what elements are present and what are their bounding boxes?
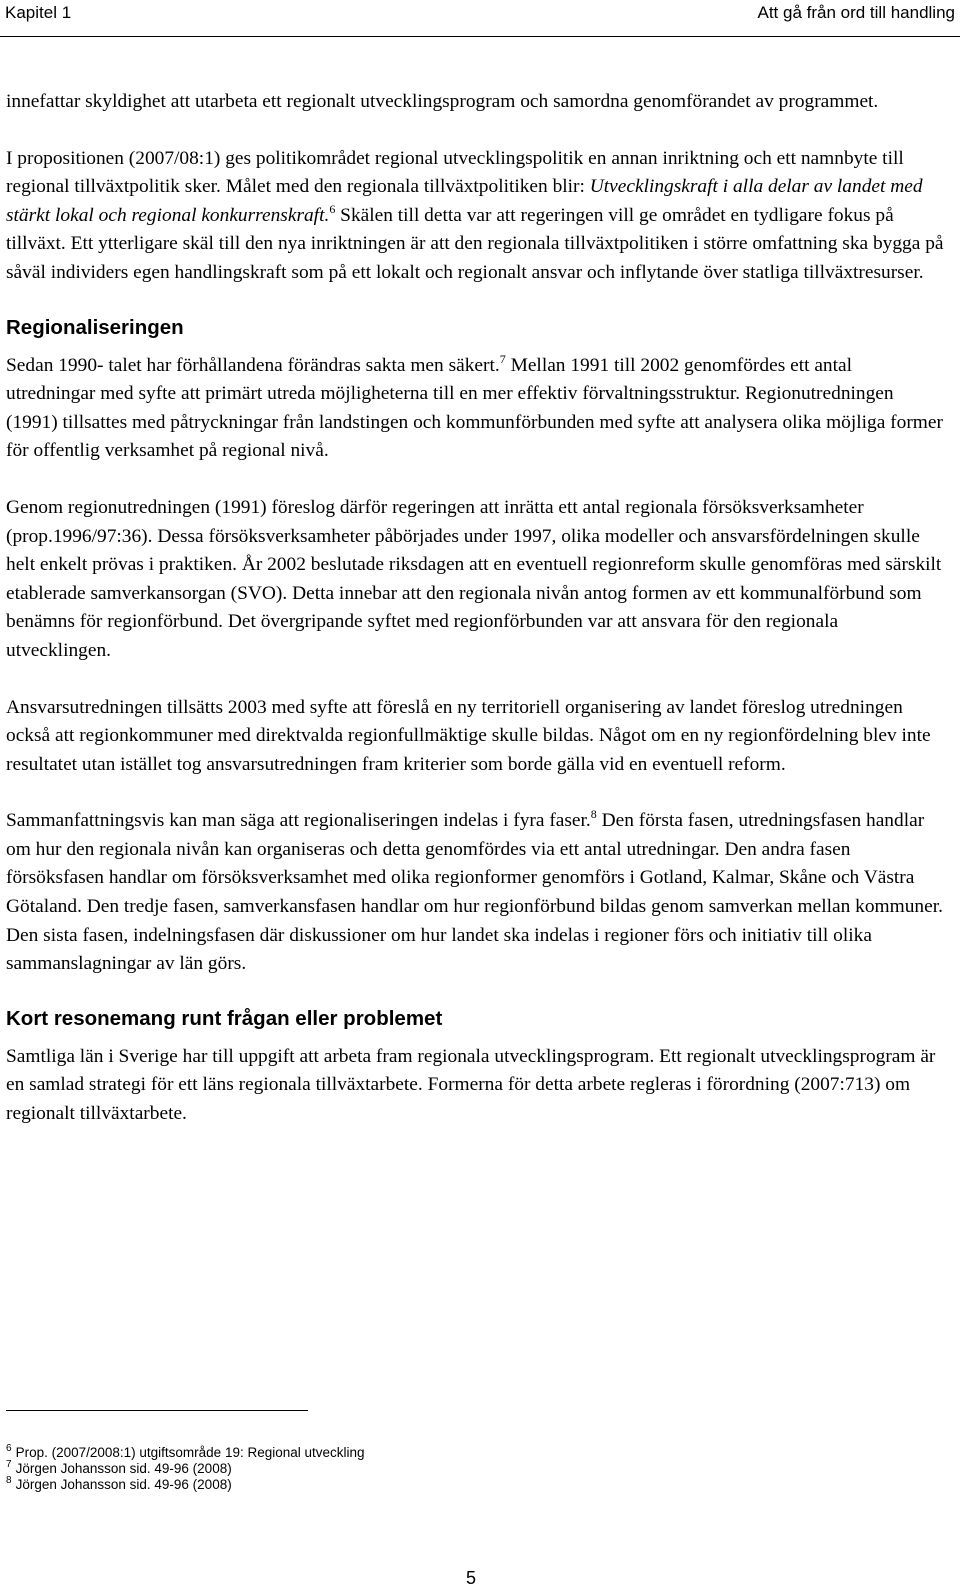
footnotes xyxy=(6,1445,906,1493)
paragraph-4: Genom regionutredningen (1991) föreslog därför regeringen att inrätta ett antal regionala försöksverksamheter (prop.1996/97:36). Dessa försöksverksamheter påbörjades under 1997, olika modeller och ansvarsfördelningen skulle helt enkelt prövas i praktiken. År 2002 beslutade riksdagen att en eventuell regionreform skulle genomföras med särskilt etablerade samverkansorgan (SVO). Detta innebar att den regionala nivån antog formen av ett kommunalförbund som benämns för regionförbund. Det övergripande syftet med regionförbunden var att ansvara för den regionala utvecklingen. xyxy=(6,496,942,661)
footnote-7 xyxy=(6,1461,906,1477)
footnote-text: Jörgen Johansson sid. 49-96 (2008) xyxy=(15,1461,232,1476)
paragraph-6-a: Sammanfattningsvis kan man säga att regionaliseringen indelas i fyra faser. xyxy=(6,810,591,832)
running-header xyxy=(0,0,960,37)
paragraph-1: innefattar skyldighet att utarbeta ett regionalt utvecklingsprogram och samordna genomförandet av programmet. xyxy=(6,91,879,112)
heading-regionaliseringen: Regionaliseringen xyxy=(6,315,184,339)
paragraph-3-b: Mellan 1991 till 2002 genomfördes ett antal utredningar med syfte att primärt utreda möjligheterna till en mer effektiv förvaltningsstruktur. Regionutredningen (1991) tillsattes med påtryckningar från landstingen och kommunförbunden med syfte att analysera olika möjliga former för offentlig verksamhet på regional nivå. xyxy=(6,354,943,462)
paragraph-2 xyxy=(6,145,946,288)
paragraph-3-a: Sedan 1990- talet har förhållandena förändras sakta men säkert. xyxy=(6,354,500,376)
paragraph-5: Ansvarsutredningen tillsätts 2003 med syfte att föreslå en ny territoriell organisering av landet föreslog utredningen också att regionkommuner med direktvalda regionfullmäktige skulle bildas. Något om en ny regionfördelning blev inte resultatet utan istället tog ansvarsutredningen fram kriterier som borde gälla vid en eventuell reform. xyxy=(6,696,931,775)
chapter-label: Kapitel 1 xyxy=(5,3,72,22)
paragraph-2-rest: Skälen till detta var att regeringen vill ge området en tydligare fokus på tillväxt. Ett ytterligare skäl till den nya inriktningen är att den regionala tillväxtpolitiken i större omfattning ska bygga på såväl individers egen handlingskraft som på ett lokalt och regionalt ansvar och inflytande över statliga tillväxtresurser. xyxy=(6,204,944,283)
heading-kort-resonemang: Kort resonemang runt frågan eller problemet xyxy=(6,1006,443,1030)
paragraph-7: Samtliga län i Sverige har till uppgift att arbeta fram regionala utvecklingsprogram. Ett regionalt utvecklingsprogram är en samlad strategi för ett läns regionala tillväxtarbete. Formerna för detta arbete regleras i förordning (2007:713) om regionalt tillväxtarbete. xyxy=(6,1045,936,1125)
footnote-8 xyxy=(6,1477,906,1493)
footnote-ref-7: 7 xyxy=(499,351,506,366)
footnote-ref-8: 8 xyxy=(590,807,597,822)
body-text xyxy=(6,88,946,1129)
footnote-6 xyxy=(6,1445,906,1461)
goal-statement: Utvecklingskraft i alla delar av landet med stärkt lokal och regional konkurrenskraft. xyxy=(6,176,923,226)
footnote-number: 6 xyxy=(6,1443,12,1454)
footnote-number: 8 xyxy=(6,1475,12,1486)
paragraph-3 xyxy=(6,352,946,466)
paragraph-2-intro: I propositionen (2007/08:1) ges politikområdet regional utvecklingspolitik en annan inriktning och ett namnbyte till regional tillväxtpolitik sker. Målet med den regionala tillväxtpolitiken blir: xyxy=(6,147,904,198)
paragraph-6 xyxy=(6,807,946,979)
footnote-text: Prop. (2007/2008:1) utgiftsområde 19: Regional utveckling xyxy=(15,1445,365,1460)
footnote-ref-6: 6 xyxy=(329,201,336,216)
page-number: 5 xyxy=(466,1568,477,1588)
paragraph-6-b: Den första fasen, utredningsfasen handlar om hur den regionala nivån kan organiseras och detta genomfördes via ett antal utredningar. Den andra fasen försöksfasen handlar om försöksverksamhet med olika regionformer genomförs i Gotland, Kalmar, Skåne och Västra Götaland. Den tredje fasen, samverkansfasen handlar om hur regionförbund bildas genom samverkan mellan kommuner. Den sista fasen, indelningsfasen där diskussioner om hur landet ska indelas i regioner förs och initiativ till olika sammanslagningar av län görs. xyxy=(6,810,943,975)
chapter-title: Att gå från ord till handling xyxy=(757,3,955,22)
footnote-separator xyxy=(6,1410,308,1411)
footnote-number: 7 xyxy=(6,1459,12,1470)
footnote-text: Jörgen Johansson sid. 49-96 (2008) xyxy=(15,1477,232,1492)
